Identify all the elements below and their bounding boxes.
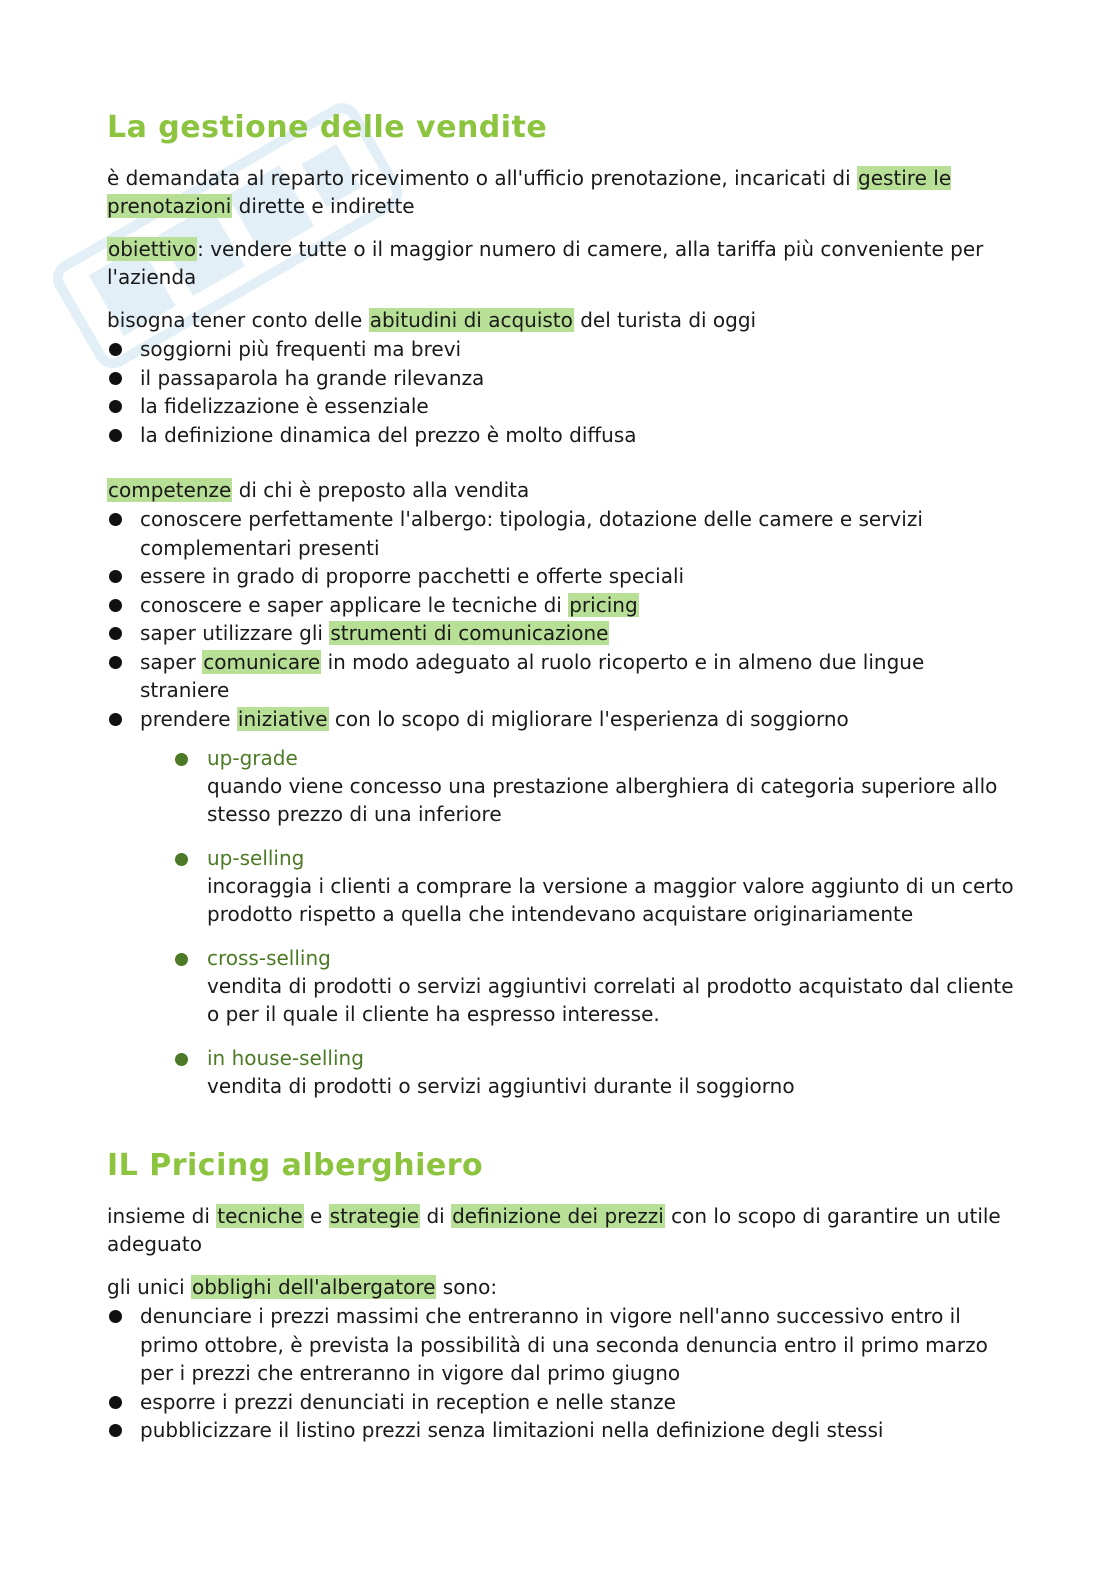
text-run: conoscere perfettamente l'albergo: tipologia, dotazione delle camere e servizi complementari presenti xyxy=(140,507,923,560)
highlighted-text: abitudini di acquisto xyxy=(369,308,573,332)
obiettivo-paragraph xyxy=(107,235,1017,291)
section-title-vendite: La gestione delle vendite xyxy=(107,110,548,145)
text-run: bisogna tener conto delle xyxy=(107,308,369,332)
text-run: di chi è preposto alla vendita xyxy=(232,478,530,502)
highlighted-text: obiettivo xyxy=(108,237,197,261)
list-item-text: esporre i prezzi denunciati in reception e nelle stanze xyxy=(140,1389,676,1414)
highlighted-text: competenze xyxy=(108,478,232,502)
list-item-text: pubblicizzare il listino prezzi senza limitazioni nella definizione degli stessi xyxy=(140,1418,884,1442)
list-item xyxy=(107,364,1017,393)
highlighted-text: gestire le prenotazioni xyxy=(107,166,952,218)
bullet-icon xyxy=(175,1053,188,1066)
technique-term: cross-selling xyxy=(207,946,331,970)
list-item xyxy=(107,335,1017,364)
list-item xyxy=(107,505,1017,562)
list-item-text: soggiorni più frequenti ma brevi xyxy=(140,337,462,361)
technique-definition: incoraggia i clienti a comprare la versione a maggior valore aggiunto di un certo prodotto rispetto a quella che intendevano acquistare originariamente xyxy=(207,874,1014,926)
text-run: in modo adeguato al ruolo ricoperto e in almeno due lingue straniere xyxy=(140,649,925,702)
highlighted-text: pricing xyxy=(569,592,638,617)
highlighted-text: strategie xyxy=(329,1204,420,1228)
text-run: saper xyxy=(140,649,203,674)
list-item xyxy=(107,1416,1017,1445)
text-run: saper utilizzare gli xyxy=(140,621,330,645)
text-run: prendere xyxy=(140,706,237,731)
bullet-icon xyxy=(175,753,188,766)
technique-item xyxy=(175,944,1015,1028)
technique-definition: quando viene concesso una prestazione alberghiera di categoria superiore allo stesso prezzo di una inferiore xyxy=(207,774,998,826)
list-item-text: denunciare i prezzi massimi che entreranno in vigore nell'anno successivo entro il primo ottobre, è prevista la possibilità di una seconda denuncia entro il primo marzo per i prezzi che entreranno in vigore dal primo giugno xyxy=(140,1304,988,1385)
list-item-text: il passaparola ha grande rilevanza xyxy=(140,365,485,390)
bullet-icon xyxy=(109,1310,122,1323)
highlighted-text: comunicare xyxy=(203,649,321,674)
abitudini-list xyxy=(107,335,1017,449)
bullet-icon xyxy=(109,570,122,583)
bullet-icon xyxy=(109,513,122,526)
text-run: con lo scopo di garantire un utile adeguato xyxy=(107,1204,1001,1256)
highlighted-text: obblighi dell'albergatore xyxy=(191,1275,436,1299)
technique-definition: vendita di prodotti o servizi aggiuntivi correlati al prodotto acquistato dal cliente o per il quale il cliente ha espresso interesse. xyxy=(207,974,1014,1026)
highlighted-text: strumenti di comunicazione xyxy=(330,621,609,645)
bullet-icon xyxy=(109,400,122,413)
technique-term: up-selling xyxy=(207,846,305,870)
bullet-icon xyxy=(109,429,122,442)
technique-item xyxy=(175,744,1015,828)
bullet-icon xyxy=(175,953,188,966)
bullet-icon xyxy=(109,713,122,726)
list-item xyxy=(107,648,1017,705)
highlighted-text: definizione dei prezzi xyxy=(452,1204,664,1228)
abitudini-intro xyxy=(107,306,1017,334)
list-item xyxy=(107,1388,1017,1417)
text-run: con lo scopo di migliorare l'esperienza di soggiorno xyxy=(328,706,849,731)
text-run: : vendere tutte o il maggior numero di camere, alla tariffa più conveniente per l'azienda xyxy=(107,237,984,289)
technique-item xyxy=(175,844,1015,928)
text-run: insieme di xyxy=(107,1204,217,1228)
text-run: sono: xyxy=(436,1275,498,1299)
obblighi-intro xyxy=(107,1273,1017,1301)
list-item-text: la definizione dinamica del prezzo è molto diffusa xyxy=(140,422,637,447)
list-item-text: la fidelizzazione è essenziale xyxy=(140,394,429,418)
bullet-icon xyxy=(109,627,122,640)
intro-paragraph xyxy=(107,164,1017,220)
highlighted-text: tecniche xyxy=(217,1204,303,1228)
bullet-icon xyxy=(109,1396,122,1409)
text-run: di xyxy=(420,1204,452,1228)
list-item xyxy=(107,421,1017,450)
text-run: gli unici xyxy=(107,1275,191,1299)
bullet-icon xyxy=(175,853,188,866)
list-item xyxy=(107,619,1017,648)
text-run: è demandata al reparto ricevimento o all'ufficio prenotazione, incaricati di xyxy=(107,166,857,190)
text-run: conoscere e saper applicare le tecniche di xyxy=(140,592,569,617)
highlighted-text: iniziative xyxy=(237,706,328,731)
bullet-icon xyxy=(109,1424,122,1437)
bullet-icon xyxy=(109,656,122,669)
obblighi-list xyxy=(107,1302,1017,1445)
bullet-icon xyxy=(109,372,122,385)
list-item xyxy=(107,705,1017,734)
technique-item xyxy=(175,1044,1015,1100)
list-item xyxy=(107,392,1017,421)
list-item xyxy=(107,562,1017,591)
competenze-list xyxy=(107,505,1017,733)
technique-definition: vendita di prodotti o servizi aggiuntivi durante il soggiorno xyxy=(207,1074,795,1098)
section-title-pricing: IL Pricing alberghiero xyxy=(107,1148,484,1183)
text-run: essere in grado di proporre pacchetti e offerte speciali xyxy=(140,564,685,588)
tecniche-list xyxy=(175,744,1015,1100)
list-item xyxy=(107,1302,1017,1388)
text-run: dirette e indirette xyxy=(232,194,415,218)
technique-term: up-grade xyxy=(207,746,298,770)
pricing-intro xyxy=(107,1202,1017,1258)
text-run: del turista di oggi xyxy=(573,308,757,332)
competenze-intro xyxy=(107,476,1017,504)
bullet-icon xyxy=(109,599,122,612)
technique-term: in house-selling xyxy=(207,1046,364,1070)
bullet-icon xyxy=(109,343,122,356)
text-run: e xyxy=(303,1204,329,1228)
list-item xyxy=(107,591,1017,620)
